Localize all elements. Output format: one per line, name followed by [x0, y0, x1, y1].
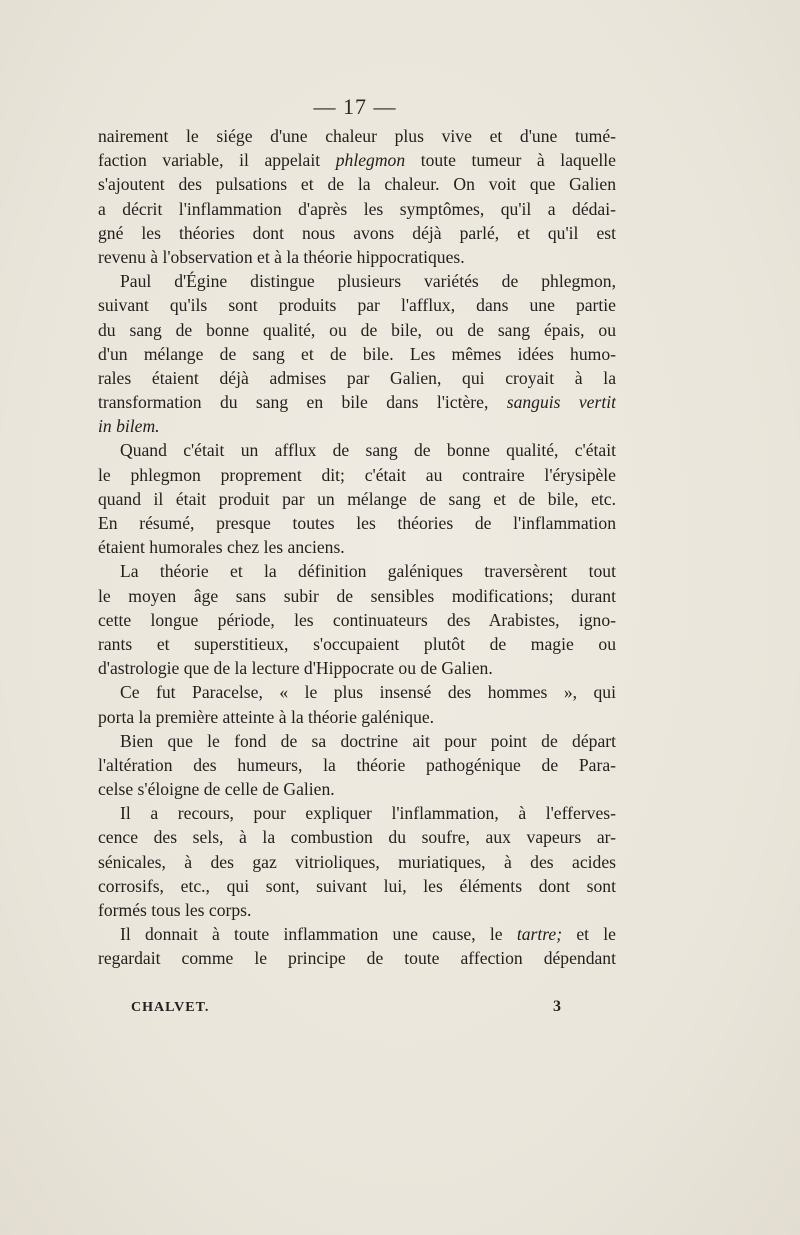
text-line: le moyen âge sans subir de sensibles modifications; durant — [98, 585, 616, 606]
text-line: Ce fut Paracelse, « le plus insensé des hommes », qui — [120, 682, 616, 703]
text-line: nairement le siége d'une chaleur plus vive et d'une tumé- — [98, 126, 616, 146]
text-line: gné les théories dont nous avons déjà parlé, et qu'il est — [98, 222, 616, 243]
text-line: rales étaient déjà admises par Galien, qui croyait à la — [98, 367, 616, 388]
text-line: porta la première atteinte à la théorie galénique. — [98, 706, 435, 727]
text-line: s'ajoutent des pulsations et de la chaleur. On voit que Galien — [98, 174, 616, 195]
text-line: celse s'éloigne de celle de Galien. — [98, 779, 335, 800]
text-line: suivant qu'ils sont produits par l'afflux, dans une partie — [98, 295, 616, 316]
text-line: corrosifs, etc., qui sont, suivant lui, les éléments dont sont — [98, 875, 616, 896]
text-line: étaient humorales chez les anciens. — [98, 537, 345, 558]
text-line: Il donnait à toute inflammation une cause, le tartre; et le — [120, 924, 616, 945]
text-line: in bilem. — [98, 416, 160, 437]
text-line: faction variable, il appelait phlegmon toute tumeur à laquelle — [98, 150, 616, 171]
text-line: Paul d'Égine distingue plusieurs variétés de phlegmon, — [120, 271, 616, 292]
author-signature-mark: CHALVET. — [131, 1000, 210, 1015]
page-number: — 17 — — [313, 94, 397, 119]
text-line: le phlegmon proprement dit; c'était au contraire l'érysipèle — [98, 464, 616, 485]
text-line: Quand c'était un afflux de sang de bonne qualité, c'était — [120, 440, 616, 461]
text-line: d'un mélange de sang et de bile. Les mêmes idées humo- — [98, 343, 616, 364]
text-line: du sang de bonne qualité, ou de bile, ou de sang épais, ou — [98, 319, 616, 340]
text-line: En résumé, presque toutes les théories de l'inflammation — [98, 513, 616, 533]
text-line: La théorie et la définition galéniques traversèrent tout — [120, 561, 616, 582]
text-line: regardait comme le principe de toute affection dépendant — [98, 948, 616, 969]
text-line: a décrit l'inflammation d'après les symptômes, qu'il a dédai- — [98, 198, 616, 219]
text-line: revenu à l'observation et à la théorie hippocratiques. — [98, 246, 465, 267]
text-line: rants et superstitieux, s'occupaient plutôt de magie ou — [98, 633, 616, 654]
body-text — [98, 124, 616, 971]
text-line: cette longue période, les continuateurs des Arabistes, igno- — [98, 609, 616, 630]
text-line: d'astrologie que de la lecture d'Hippocrate ou de Galien. — [98, 658, 493, 679]
text-line: Il a recours, pour expliquer l'inflammation, à l'efferves- — [120, 803, 616, 824]
text-line: sénicales, à des gaz vitrioliques, muriatiques, à des acides — [98, 851, 616, 872]
text-line: formés tous les corps. — [98, 900, 252, 920]
text-line: l'altération des humeurs, la théorie pathogénique de Para- — [98, 754, 616, 775]
text-line: Bien que le fond de sa doctrine ait pour point de départ — [120, 730, 616, 751]
text-line: cence des sels, à la combustion du soufre, aux vapeurs ar- — [98, 827, 616, 848]
text-line: transformation du sang en bile dans l'ictère, sanguis vertit — [98, 392, 616, 413]
sheet-number: 3 — [553, 998, 561, 1015]
text-line: quand il était produit par un mélange de sang et de bile, etc. — [98, 488, 616, 509]
